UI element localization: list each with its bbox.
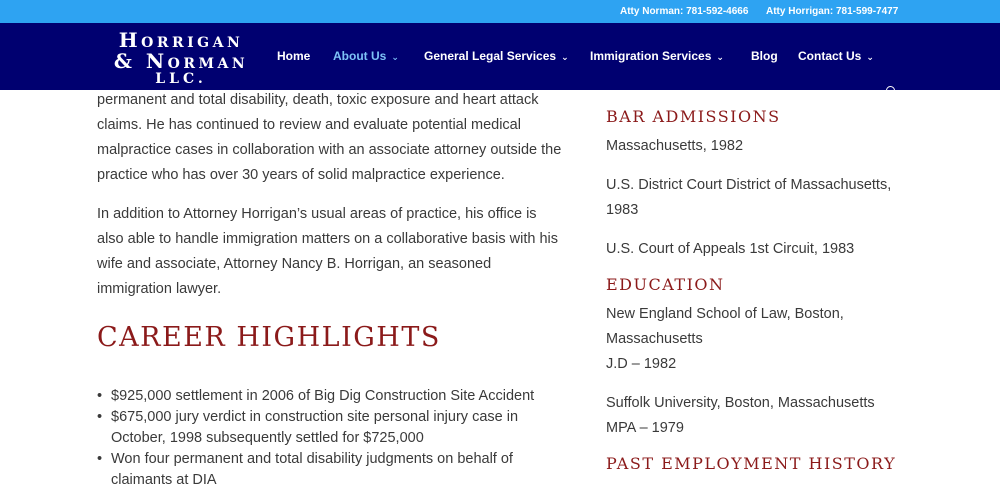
nav-general-legal-services[interactable] [424,49,569,63]
nav-immigration-label: Immigration Services [590,49,712,63]
career-highlights-heading: CAREER HIGHLIGHTS [97,322,441,353]
logo-line-1: Horrigan [118,28,244,52]
nav-immigration-services[interactable] [590,49,724,63]
contact-horrigan[interactable]: Atty Horrigan: 781-599-7477 [766,6,899,17]
logo-line-2: & Norman [113,49,249,73]
bar-item: Massachusetts, 1982 [606,138,744,154]
list-item: • $675,000 jury verdict in construction site personal injury case in October, 1998 subsequently settled for $725,000 [97,407,557,449]
bar-item: U.S. District Court District of Massachusetts, 1983 [606,177,892,218]
nav-general-legal-label: General Legal Services [424,49,557,63]
chevron-down-icon: ⌄ [866,52,874,62]
search-icon[interactable] [886,86,895,90]
top-contact-bar [0,0,1000,23]
nav-about-us-label: About Us [333,49,387,63]
bio-paragraph-2: In addition to Attorney Horrigan’s usual areas of practice, his office is also able to handle immigration matters on a collaborative basis with his wife and associate, Attorney Nancy B. Horrigan, an seasoned immigration lawyer. [97,206,559,297]
bar-item: U.S. Court of Appeals 1st Circuit, 1983 [606,241,855,257]
bio-paragraph-1: permanent and total disability, death, toxic exposure and heart attack claims. He has continued to review and evaluate potential medical malpractice cases in collaboration with an associate attorney outside the practice who has over 30 years of solid malpractice experience. [97,92,562,183]
nav-contact-us[interactable] [798,49,874,63]
site-header [0,23,1000,90]
chevron-down-icon: ⌄ [561,52,569,62]
education-degree: J.D – 1982 [606,356,677,372]
nav-home[interactable] [277,49,310,63]
logo[interactable] [101,30,261,86]
nav-home-label: Home [277,49,311,63]
logo-line-3: LLC. [155,71,207,87]
career-highlights-list [97,386,557,491]
past-employment-heading: PAST EMPLOYMENT HISTORY [606,454,897,473]
contact-norman[interactable]: Atty Norman: 781-592-4666 [620,6,749,17]
nav-contact-us-label: Contact Us [798,49,862,63]
education-heading: EDUCATION [606,275,725,294]
education-school: New England School of Law, Boston, Massachusetts [606,306,844,347]
education-degree: MPA – 1979 [606,420,684,436]
nav-about-us[interactable] [333,49,399,63]
list-item: • $925,000 settlement in 2006 of Big Dig Construction Site Accident [97,386,557,407]
education-school: Suffolk University, Boston, Massachusetts [606,395,875,411]
nav-blog-label: Blog [751,49,778,63]
chevron-down-icon: ⌄ [716,52,724,62]
nav-blog[interactable] [751,49,778,63]
chevron-down-icon: ⌄ [391,52,399,62]
list-item: • Won four permanent and total disability judgments on behalf of claimants at DIA [97,449,557,491]
bar-admissions-heading: BAR ADMISSIONS [606,107,781,126]
